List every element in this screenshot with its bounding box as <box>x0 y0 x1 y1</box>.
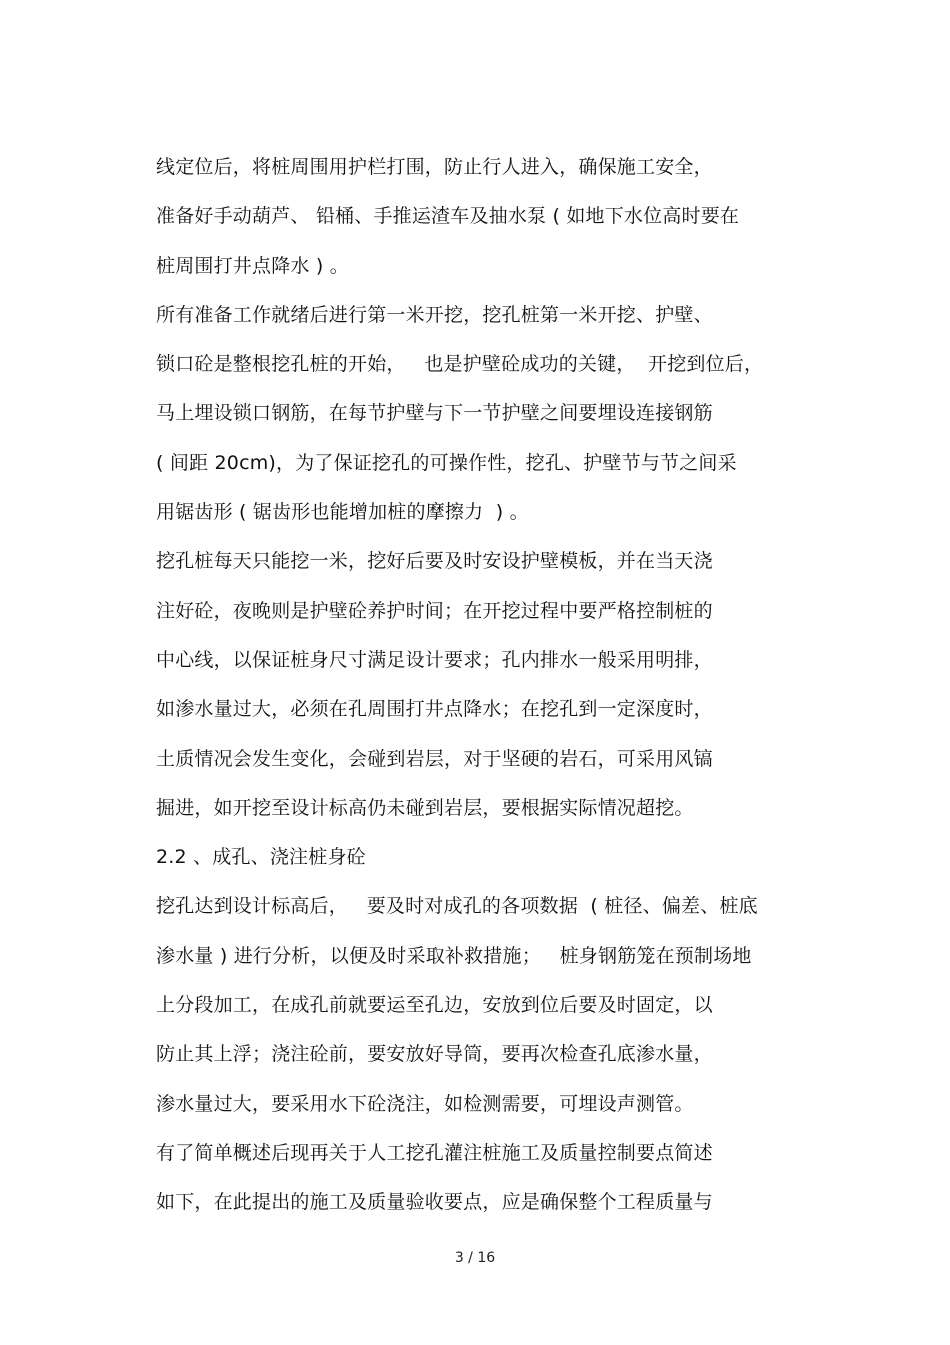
text-line: 如下，在此提出的施工及质量验收要点，应是确保整个工程质量与 <box>156 1191 713 1214</box>
text-line: 准备好手动葫芦、 铅桶、手推运渣车及抽水泵 ( 如地下水位高时要在 <box>156 205 740 228</box>
text-line: 土质情况会发生变化，会碰到岩层，对于坚硬的岩石，可采用风镐 <box>156 747 713 770</box>
text-line: 注好砼，夜晚则是护壁砼养护时间；在开挖过程中要严格控制桩的 <box>156 599 713 622</box>
text-line: 有了简单概述后现再关于人工挖孔灌注桩施工及质量控制要点简述 <box>156 1141 713 1164</box>
text-line: 所有准备工作就绪后进行第一米开挖，挖孔桩第一米开挖、护壁、 <box>156 303 713 326</box>
text-line: 挖孔桩每天只能挖一米，挖好后要及时安设护壁模板，并在当天浇 <box>156 550 713 573</box>
text-line: 用锯齿形 ( 锯齿形也能增加桩的摩擦力 ) 。 <box>156 501 529 524</box>
section-heading: 2.2 、成孔、浇注桩身砼 <box>156 846 366 869</box>
text-line: 防止其上浮；浇注砼前，要安放好导筒，要再次检查孔底渗水量， <box>156 1043 713 1066</box>
text-line: 线定位后，将桩周围用护栏打围，防止行人进入，确保施工安全， <box>156 156 713 178</box>
text-line: 锁口砼是整根挖孔桩的开始， 也是护壁砼成功的关键， 开挖到位后， <box>156 353 764 376</box>
text-line: 马上埋设锁口钢筋，在每节护壁与下一节护壁之间要埋设连接钢筋 <box>156 402 713 425</box>
text-line: 上分段加工，在成孔前就要运至孔边，安放到位后要及时固定，以 <box>156 994 713 1017</box>
text-line: 如渗水量过大，必须在孔周围打井点降水；在挖孔到一定深度时， <box>156 698 713 721</box>
text-line: 挖孔达到设计标高后， 要及时对成孔的各项数据 ( 桩径、偏差、桩底 <box>156 895 758 918</box>
text-line: 桩周围打井点降水 ) 。 <box>156 254 349 277</box>
text-line: ( 间距 20cm)，为了保证挖孔的可操作性，挖孔、护壁节与节之间采 <box>156 451 737 474</box>
page-number: 3 / 16 <box>454 1250 496 1266</box>
text-line: 掘进，如开挖至设计标高仍未碰到岩层，要根据实际情况超挖。 <box>156 796 694 819</box>
body-text <box>156 151 836 1236</box>
text-line: 渗水量过大，要采用水下砼浇注，如检测需要，可埋设声测管。 <box>156 1092 694 1115</box>
text-line: 中心线，以保证桩身尺寸满足设计要求；孔内排水一般采用明排， <box>156 648 713 671</box>
text-line: 渗水量 ) 进行分析，以便及时采取补救措施； 桩身钢筋笼在预制场地 <box>156 944 752 967</box>
